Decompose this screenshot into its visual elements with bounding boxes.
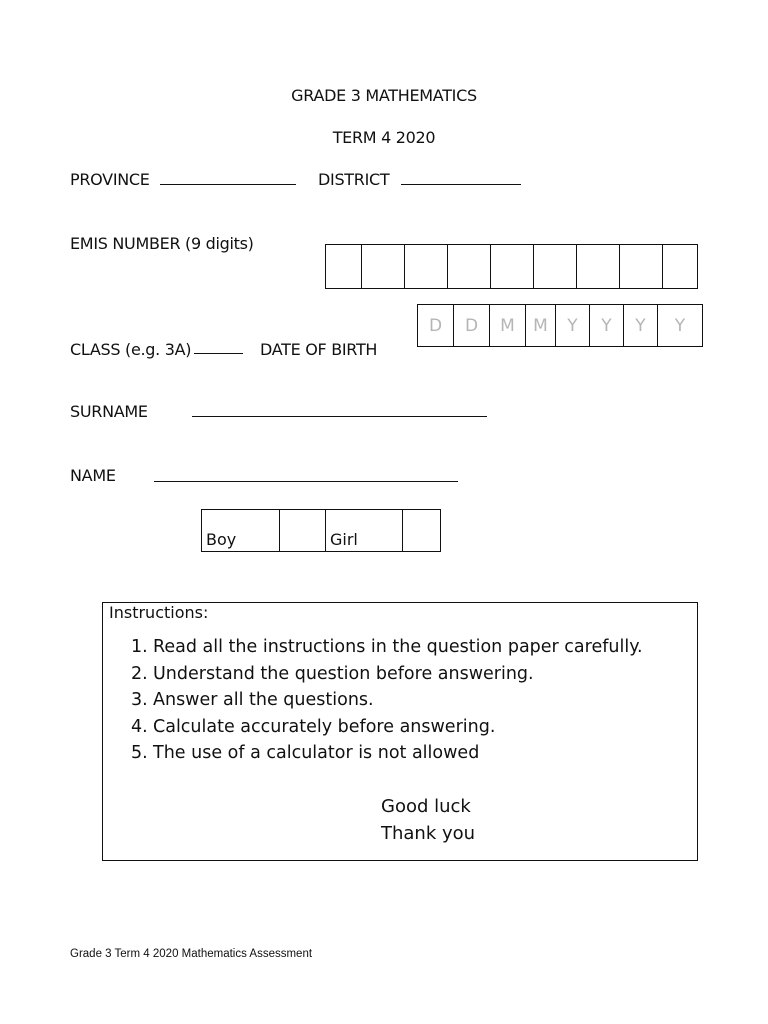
page-title: GRADE 3 MATHEMATICS: [291, 86, 477, 105]
province-field[interactable]: [160, 184, 296, 185]
class-field[interactable]: [194, 353, 243, 354]
instructions-list: [131, 637, 643, 770]
district-field[interactable]: [401, 184, 521, 185]
boy-checkbox[interactable]: [280, 510, 326, 551]
good-luck-text: Good luck: [381, 796, 471, 817]
instruction-text: Understand the question before answering.: [153, 663, 534, 684]
date-of-birth-label: DATE OF BIRTH: [260, 340, 378, 359]
instruction-number: 2.: [131, 663, 148, 684]
emis-digit-box[interactable]: [448, 245, 491, 288]
dob-month-box[interactable]: M: [490, 305, 526, 346]
dob-year-box[interactable]: Y: [674, 315, 686, 336]
instruction-number: 3.: [131, 690, 148, 710]
district-label: DISTRICT: [318, 170, 390, 189]
instruction-number: 4.: [131, 716, 148, 737]
dob-year-box[interactable]: Y: [590, 305, 624, 346]
instruction-text: Read all the instructions in the question paper carefully.: [153, 637, 643, 657]
instruction-item: [131, 717, 643, 744]
emis-label: EMIS NUMBER (9 digits): [70, 234, 254, 253]
girl-checkbox[interactable]: [403, 510, 440, 551]
surname-field[interactable]: [192, 416, 487, 417]
girl-label: Girl: [326, 510, 403, 551]
dob-month-box[interactable]: M: [526, 305, 556, 346]
province-label: PROVINCE: [70, 170, 150, 189]
emis-digit-box[interactable]: [362, 245, 405, 288]
instruction-item: [131, 690, 643, 717]
emis-digit-box[interactable]: [491, 245, 534, 288]
date-of-birth-boxes: [417, 304, 703, 347]
emis-digit-box[interactable]: [405, 245, 448, 288]
instruction-number: 1.: [131, 637, 148, 657]
emis-digit-box[interactable]: [326, 245, 362, 288]
emis-digit-box[interactable]: [663, 245, 697, 288]
dob-year-box[interactable]: Y: [556, 305, 590, 346]
boy-label: Boy: [202, 510, 280, 551]
emis-digit-box[interactable]: [534, 245, 577, 288]
instruction-number: 5.: [131, 743, 148, 763]
name-label: NAME: [70, 466, 116, 485]
name-field[interactable]: [154, 481, 458, 482]
instruction-text: The use of a calculator is not allowed: [153, 743, 480, 763]
emis-digit-box[interactable]: [620, 245, 663, 288]
gender-selection: [201, 509, 441, 552]
emis-number-boxes: [325, 244, 698, 289]
term-heading: TERM 4 2020: [332, 128, 436, 147]
instruction-item: [131, 637, 643, 664]
dob-year-box[interactable]: Y: [624, 305, 658, 346]
instruction-text: Answer all the questions.: [153, 690, 374, 710]
instruction-item: [131, 664, 643, 691]
surname-label: SURNAME: [70, 402, 148, 421]
instructions-title: Instructions:: [109, 603, 209, 622]
dob-day-box[interactable]: D: [418, 305, 454, 346]
emis-digit-box[interactable]: [577, 245, 620, 288]
instruction-text: Calculate accurately before answering.: [153, 716, 496, 737]
instruction-item: [131, 743, 643, 770]
thank-you-text: Thank you: [381, 823, 476, 844]
instructions-box: [102, 602, 698, 861]
footer-text: Grade 3 Term 4 2020 Mathematics Assessment: [70, 948, 313, 960]
dob-day-box[interactable]: D: [454, 305, 490, 346]
class-label: CLASS (e.g. 3A): [70, 340, 192, 359]
